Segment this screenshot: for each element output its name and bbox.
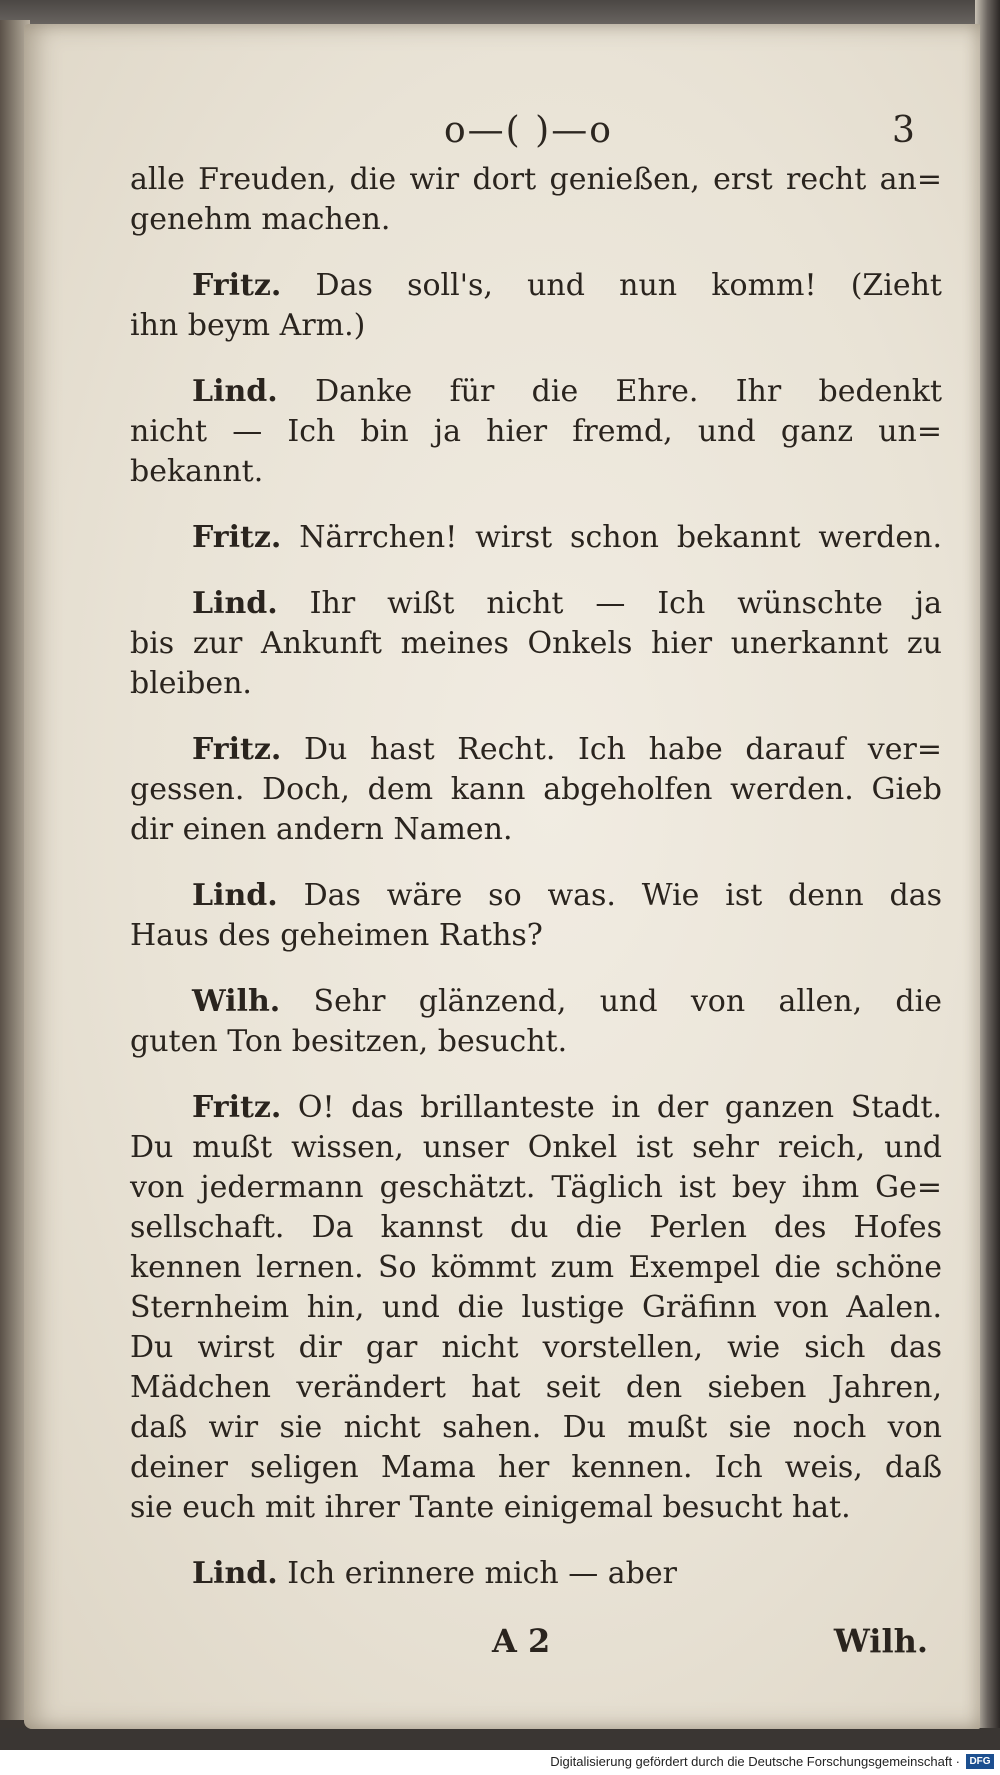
text-line: bekannt. bbox=[130, 454, 264, 489]
speech-text: Das soll's, und nun komm! (Zieht bbox=[315, 268, 942, 303]
credit-text: Digitalisierung gefördert durch die Deutsche Forschungsgemeinschaft · bbox=[550, 1754, 960, 1769]
speaker-name: Fritz. bbox=[192, 732, 282, 767]
dfg-logo: DFG bbox=[966, 1754, 994, 1769]
text-line: bleiben. bbox=[130, 666, 252, 701]
text-line: von jedermann geschätzt. Täglich ist bey ihm Ge= bbox=[130, 1170, 942, 1205]
speaker-name: Wilh. bbox=[192, 984, 281, 1019]
text-line: alle Freuden, die wir dort genießen, erst recht an= bbox=[130, 162, 942, 197]
paragraph bbox=[130, 876, 942, 956]
speech-text: Du hast Recht. Ich habe darauf ver= bbox=[303, 732, 942, 767]
text-line: deiner seligen Mama her kennen. Ich weis, daß bbox=[130, 1450, 942, 1485]
text-line: Mädchen verändert hat seit den sieben Jahren, bbox=[130, 1370, 942, 1405]
paragraph bbox=[130, 518, 942, 558]
speech-text: Sehr glänzend, und von allen, die bbox=[313, 984, 942, 1019]
book-bottom-edge bbox=[0, 1728, 1000, 1750]
text-line: genehm machen. bbox=[130, 202, 391, 237]
text-line: Haus des geheimen Raths? bbox=[130, 918, 543, 953]
text-line bbox=[130, 584, 942, 624]
header-ornament: o—( )—o bbox=[444, 110, 613, 151]
speech-text: Närrchen! wirst schon bekannt werden. bbox=[299, 520, 942, 555]
speech-text: Ich erinnere mich — aber bbox=[287, 1556, 677, 1591]
text-line: Du wirst dir gar nicht vorstellen, wie sich das bbox=[130, 1330, 942, 1365]
page-footer bbox=[130, 1622, 942, 1670]
text-line bbox=[130, 1554, 942, 1594]
text-line bbox=[130, 982, 942, 1022]
text-line: sellschaft. Da kannst du die Perlen des Hofes bbox=[130, 1210, 942, 1245]
speaker-name: Lind. bbox=[192, 374, 278, 409]
speech-text: Das wäre so was. Wie ist denn das bbox=[303, 878, 942, 913]
digitization-credit-bar bbox=[0, 1750, 1000, 1775]
speech-text: Danke für die Ehre. Ihr bedenkt bbox=[315, 374, 942, 409]
paragraph bbox=[130, 584, 942, 704]
paragraph bbox=[130, 982, 942, 1062]
text-line: ihn beym Arm.) bbox=[130, 308, 366, 343]
speaker-name: Lind. bbox=[192, 1556, 278, 1591]
paragraph bbox=[130, 266, 942, 346]
text-line: guten Ton besitzen, besucht. bbox=[130, 1024, 568, 1059]
paragraph bbox=[130, 730, 942, 850]
paragraph bbox=[130, 1088, 942, 1528]
text-line bbox=[130, 730, 942, 770]
speech-text: O! das brillanteste in der ganzen Stadt. bbox=[297, 1090, 942, 1125]
signature-mark: A 2 bbox=[492, 1622, 551, 1660]
text-line: nicht — Ich bin ja hier fremd, und ganz un= bbox=[130, 414, 942, 449]
text-line bbox=[130, 518, 942, 558]
paragraph bbox=[130, 160, 942, 240]
page-number: 3 bbox=[892, 110, 915, 151]
text-line bbox=[130, 876, 942, 916]
dialogue-text bbox=[130, 160, 942, 1620]
text-line: Sternheim hin, und die lustige Gräfinn von Aalen. bbox=[130, 1290, 942, 1325]
text-line bbox=[130, 1088, 942, 1128]
speaker-name: Lind. bbox=[192, 878, 278, 913]
text-line bbox=[130, 266, 942, 306]
text-line: kennen lernen. So kömmt zum Exempel die schöne bbox=[130, 1250, 942, 1285]
speaker-name: Fritz. bbox=[192, 268, 282, 303]
paragraph bbox=[130, 372, 942, 492]
text-line: Du mußt wissen, unser Onkel ist sehr reich, und bbox=[130, 1130, 942, 1165]
speaker-name: Lind. bbox=[192, 586, 278, 621]
speaker-name: Fritz. bbox=[192, 520, 282, 555]
speaker-name: Fritz. bbox=[192, 1090, 282, 1125]
paragraph bbox=[130, 1554, 942, 1594]
text-line: bis zur Ankunft meines Onkels hier unerkannt zu bbox=[130, 626, 942, 661]
text-line: sie euch mit ihrer Tante einigemal besucht hat. bbox=[130, 1490, 851, 1525]
speech-text: Ihr wißt nicht — Ich wünschte ja bbox=[309, 586, 942, 621]
catchword: Wilh. bbox=[833, 1622, 928, 1660]
text-line: daß wir sie nicht sahen. Du mußt sie noch von bbox=[130, 1410, 942, 1445]
text-line: gessen. Doch, dem kann abgeholfen werden. Gieb bbox=[130, 772, 942, 807]
text-line: dir einen andern Namen. bbox=[130, 812, 513, 847]
text-line bbox=[130, 372, 942, 412]
